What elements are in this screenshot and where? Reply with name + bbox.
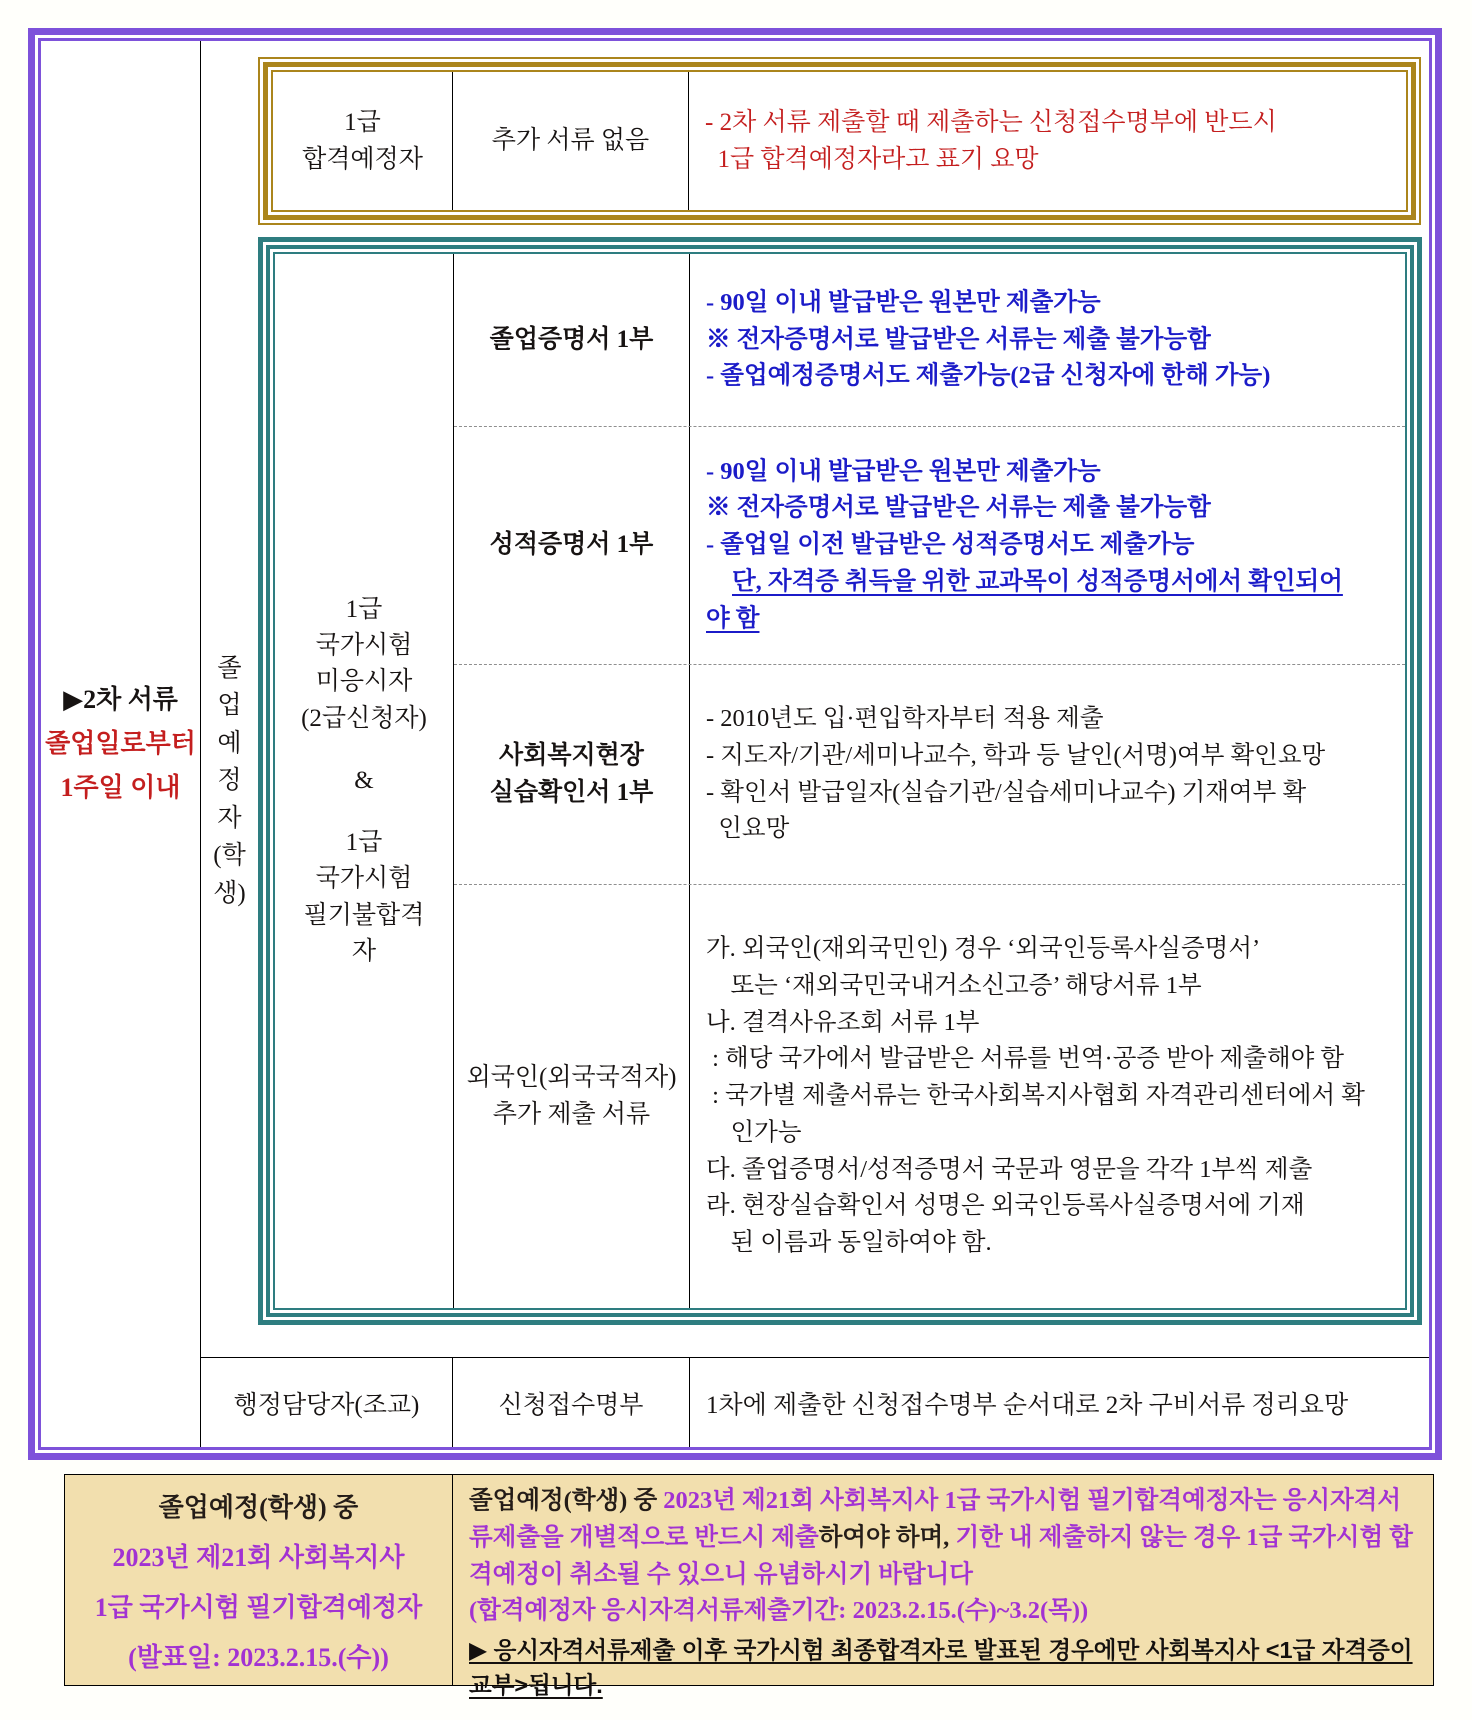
application-roster-cell: 신청접수명부 [453,1358,690,1447]
admin-staff-cell: 행정담당자(조교) [201,1358,453,1447]
graduating-student-vertical-label: 졸 업 예 정 자 (학 생) [213,654,246,907]
main-table-inner [38,38,1432,1450]
row-foreigner-additional-documents [454,884,1405,1308]
doc-label-transcript: 성적증명서 1부 [454,427,690,664]
doc-label-graduation-certificate: 졸업증명서 1부 [454,254,690,426]
doc-notes-field-practice: - 2010년도 입·편입학자부터 적용 제출 - 지도자/기관/세미나교수, 학과 등 날인(서명)여부 확인요망 - 확인서 발급일자(실습기관/실습세미나교수) 기재여부 확 인요망 [706,705,1326,843]
row-transcript [454,426,1405,664]
ampersand: & [354,766,374,794]
table-right-area [201,41,1429,1447]
grade1-expected-passer-cell: 1급 합격예정자 [302,108,423,173]
main-table [28,28,1442,1460]
doc-notes-foreigner: 가. 외국인(재외국민인) 경우 ‘외국인등록사실증명서’ 또는 ‘재외국민국내거소신고증’ 해당서류 1부 나. 결격사유조회 서류 1부 : 해당 국가에서 발급받은 서류를 번역·공증 받아 제출해야 함 : 국가별 제출서류는 한국사회복지사협회 자격관리센터에서 확 인가능 다. 졸업증명서/성적증명서 국문과 영문을 각각 1부씩 제출 라. 현장실습확인서 성명은 외국인등록사실증명서에 기재 된 이름과 동일하여야 함. [706,935,1365,1257]
expected-passer-note-cell: - 2차 서류 제출할 때 제출하는 신청접수명부에 반드시 1급 합격예정자라고 표기 요망 [688,72,1406,210]
transcript-underlined-note: 단, 자격증 취득을 위한 교과목이 성적증명서에서 확인되어 [732,567,1343,595]
doc-label-foreigner: 외국인(외국국적자) 추가 제출 서류 [454,885,690,1308]
teal-box [273,252,1407,1310]
deadline-line-2: 1주일 이내 [60,773,181,803]
submission-period-line: (합격예정자 응시자격서류제출기간: 2023.2.15.(수)~3.2(목)) [469,1597,1089,1625]
deadline-line-1: 졸업일로부터 [45,728,196,758]
second-round-documents-cell [41,41,201,1447]
footer-notice-section [64,1474,1434,1699]
expected-passer-section [201,41,1429,237]
gold-box [271,70,1408,212]
row-field-practice-confirmation [454,664,1405,884]
row-graduation-certificate [454,254,1405,426]
footer-right-box [453,1475,1433,1699]
admin-staff-row [201,1357,1429,1447]
applicant-type-cell: 1급 국가시험 미응시자 (2급신청자) & 1급 국가시험 필기불합격 자 [275,254,454,1308]
footer-left-box: 졸업예정(학생) 중 2023년 제21회 사회복지사 1급 국가시험 필기합격예정자 (발표일: 2023.2.15.(수)) [65,1475,453,1685]
doc-notes-transcript: - 90일 이내 발급받은 원본만 제출가능 ※ 전자증명서로 발급받은 서류는 제출 불가능함 - 졸업일 이전 발급받은 성적증명서도 제출가능 단, 자격증 취득을 위한 교과목이 성적증명서에서 확인되어 야 함 [706,457,1343,632]
doc-label-field-practice: 사회복지현장 실습확인서 1부 [454,665,690,884]
footer-paragraph: 졸업예정(학생) 중 2023년 제21회 사회복지사 1급 국가시험 필기합격예정자는 응시자격서류제출을 개별적으로 반드시 제출하여야 하며, 기한 내 제출하지 않는 경우 1급 국가시험 합격예정이 취소될 수 있으니 유념하시기 바랍니다 [469,1487,1413,1588]
document-rows [454,254,1405,1308]
final-pass-notice: ▶ 응시자격서류제출 이후 국가시험 최종합격자로 발표된 경우에만 사회복지사 <1급 자격증이 교부>됩니다. [469,1637,1413,1699]
admin-note-cell: 1차에 제출한 신청접수명부 순서대로 2차 구비서류 정리요망 [706,1391,1349,1419]
graduating-students-section [201,237,1429,1325]
second-round-label: ▶2차 서류 [63,684,178,714]
doc-notes-graduation-certificate: - 90일 이내 발급받은 원본만 제출가능 ※ 전자증명서로 발급받은 서류는 제출 불가능함 - 졸업예정증명서도 제출가능(2급 신청자에 한해 가능) [706,288,1271,390]
no-additional-documents-cell: 추가 서류 없음 [452,72,688,210]
